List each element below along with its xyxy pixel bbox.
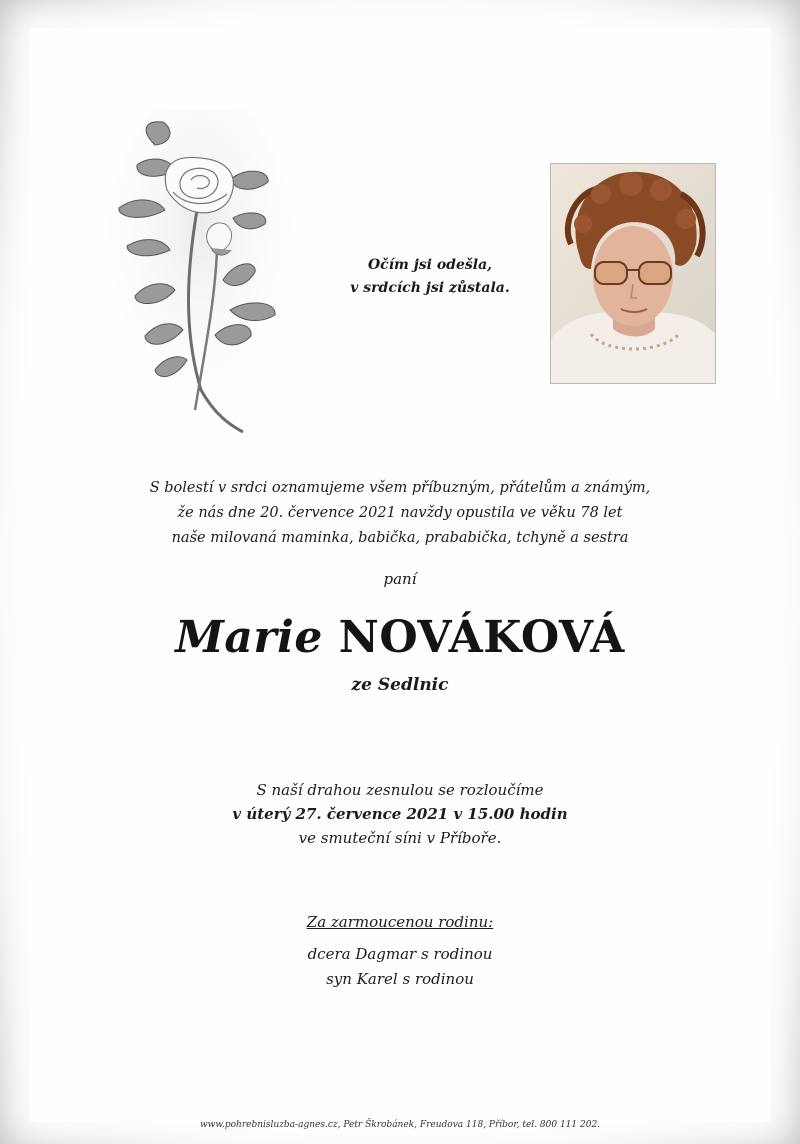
portrait-photo bbox=[550, 163, 716, 384]
title-prefix: paní bbox=[383, 570, 417, 588]
deceased-origin: ze Sedlnic bbox=[351, 675, 449, 695]
farewell-place: ve smuteční síni v Příboře. bbox=[298, 829, 502, 847]
verse-line-1: Očím jsi odešla, bbox=[367, 257, 493, 273]
verse-line-2: v srdcích jsi zůstala. bbox=[350, 280, 510, 296]
deceased-last-name: NOVÁKOVÁ bbox=[338, 612, 625, 663]
farewell-date: v úterý 27. července 2021 v 15.00 hodin bbox=[232, 805, 568, 823]
rose-icon bbox=[105, 110, 295, 440]
deceased-first-name: Marie bbox=[175, 612, 323, 663]
announcement-line-1: S bolestí v srdci oznamujeme všem příbuzným, přátelům a známým, bbox=[149, 480, 651, 496]
announcement-line-2: že nás dne 20. července 2021 navždy opustila ve věku 78 let bbox=[177, 505, 623, 521]
farewell-line-1: S naší drahou zesnulou se rozloučíme bbox=[256, 781, 544, 799]
deceased-name bbox=[100, 608, 700, 668]
memorial-verse bbox=[330, 254, 530, 300]
family-heading: Za zarmoucenou rodinu: bbox=[306, 913, 494, 931]
family-member: dcera Dagmar s rodinou bbox=[307, 945, 493, 963]
announcement-line-3: naše milovaná maminka, babička, prababička, tchyně a sestra bbox=[171, 530, 629, 546]
farewell-info bbox=[150, 778, 650, 850]
family-signature bbox=[250, 910, 550, 992]
announcement-text bbox=[100, 476, 700, 551]
funeral-service-footer: www.pohrebnisluzba-agnes.cz, Petr Škrobánek, Freudova 118, Příbor, tel. 800 111 202. bbox=[199, 1120, 601, 1130]
family-member: syn Karel s rodinou bbox=[326, 970, 474, 988]
